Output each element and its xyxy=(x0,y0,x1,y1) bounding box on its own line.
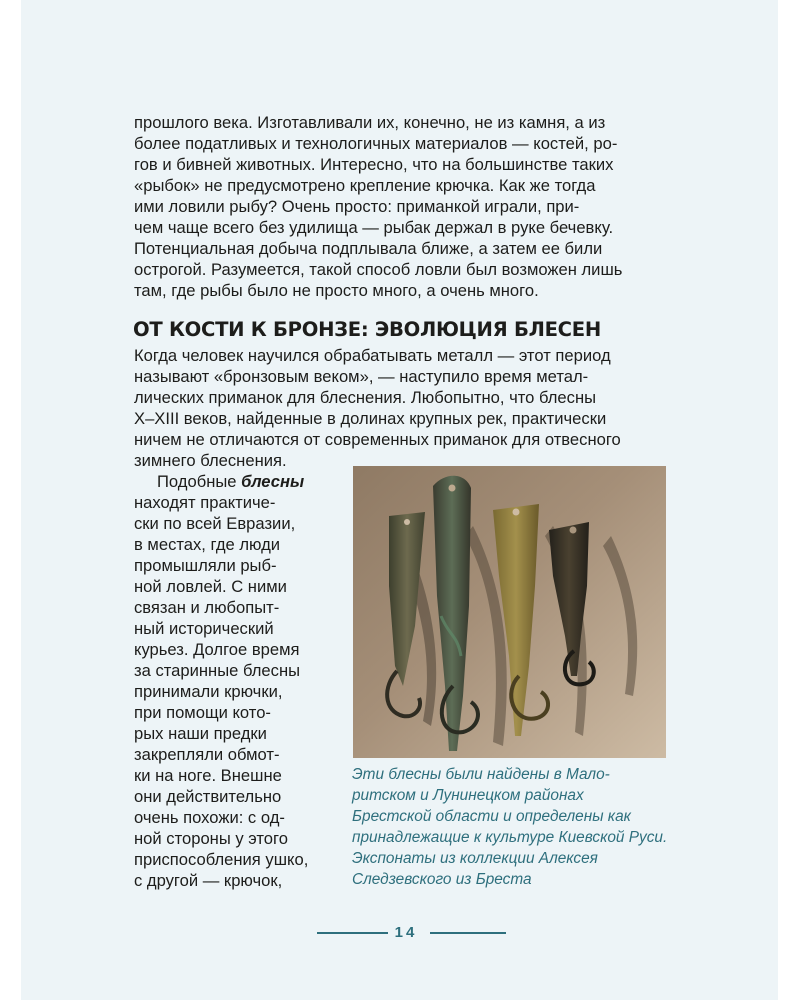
caption-line: Брестской области и определены как xyxy=(352,808,631,825)
text-line xyxy=(157,471,304,492)
text-line: принимали крючки, xyxy=(134,682,283,701)
text-line: ничем не отличаются от современных приманок для отвесного xyxy=(134,430,621,449)
text-line: там, где рыбы было не просто много, а очень много. xyxy=(134,281,539,300)
text-line: рых наши предки xyxy=(134,724,267,743)
caption-line: ритском и Лунинецком районах xyxy=(352,787,584,804)
footer-rule-right xyxy=(430,932,506,934)
text-line: более податливых и технологичных материалов — костей, ро- xyxy=(134,134,618,153)
text-line: X–XIII веков, найденные в долинах крупных рек, практически xyxy=(134,409,607,428)
caption-line: Экспонаты из коллекции Алексея xyxy=(352,850,598,867)
text-line: они действительно xyxy=(134,787,282,806)
caption-line: Эти блесны были найдены в Мало- xyxy=(352,766,610,783)
text-line: прошлого века. Изготавливали их, конечно, не из камня, а из xyxy=(134,113,606,132)
text-line: «рыбок» не предусмотрено крепление крючка. Как же тогда xyxy=(134,176,596,195)
text-line: очень похожи: с од- xyxy=(134,808,285,827)
text-line: в местах, где люди xyxy=(134,535,281,554)
text-line: ки на ноге. Внешне xyxy=(134,766,282,785)
text-line: лических приманок для блеснения. Любопытно, что блесны xyxy=(134,388,597,407)
text-line: ими ловили рыбу? Очень просто: приманкой играли, при- xyxy=(134,197,580,216)
column-first-prefix: Подобные xyxy=(157,472,242,491)
text-line: приспособления ушко, xyxy=(134,850,309,869)
text-line: зимнего блеснения. xyxy=(134,451,287,470)
caption-line: принадлежащие к культуре Киевской Руси. xyxy=(352,829,668,846)
text-line: курьез. Долгое время xyxy=(134,640,300,659)
text-line: закрепляли обмот- xyxy=(134,745,280,764)
text-line: находят практиче- xyxy=(134,493,276,512)
text-line: Когда человек научился обрабатывать металл — этот период xyxy=(134,346,611,365)
lures-photo xyxy=(353,466,666,758)
text-line: с другой — крючок, xyxy=(134,871,283,890)
section-heading: ОТ КОСТИ К БРОНЗЕ: ЭВОЛЮЦИЯ БЛЕСЕН xyxy=(133,318,601,341)
text-line: острогой. Разумеется, такой способ ловли был возможен лишь xyxy=(134,260,623,279)
emphasis-term: блесны xyxy=(241,472,305,491)
text-line: ски по всей Евразии, xyxy=(134,514,296,533)
text-line: связан и любопыт- xyxy=(134,598,280,617)
footer-rule-left xyxy=(317,932,388,934)
caption-line: Следзевского из Бреста xyxy=(352,871,532,888)
text-line: ный исторический xyxy=(134,619,274,638)
text-line: Потенциальная добыча подплывала ближе, а затем ее били xyxy=(134,239,603,258)
text-line: за старинные блесны xyxy=(134,661,301,680)
photo-caption xyxy=(352,764,667,890)
text-line: называют «бронзовым веком», — наступило время метал- xyxy=(134,367,589,386)
text-line: чем чаще всего без удилища — рыбак держал в руке бечевку. xyxy=(134,218,614,237)
text-line: ной стороны у этого xyxy=(134,829,288,848)
text-line: ной ловлей. С ними xyxy=(134,577,287,596)
page-number: 14 xyxy=(394,924,418,941)
text-line: промышляли рыб- xyxy=(134,556,277,575)
text-line: при помощи кото- xyxy=(134,703,271,722)
text-line: гов и бивней животных. Интересно, что на большинстве таких xyxy=(134,155,614,174)
